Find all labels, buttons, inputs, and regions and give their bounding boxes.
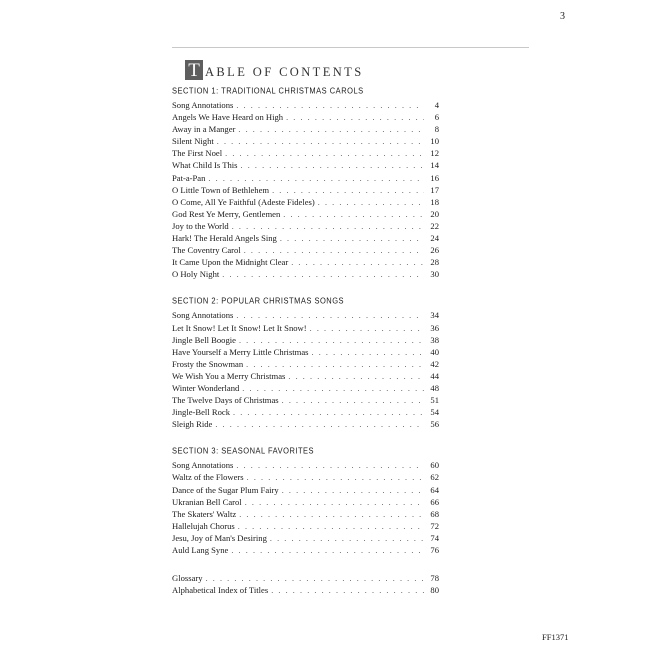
entry-page: 74 <box>430 532 439 543</box>
top-rule <box>172 47 529 48</box>
dot-leader <box>245 497 424 508</box>
entry-title: The First Noel <box>172 148 223 159</box>
toc-entry[interactable] <box>172 172 439 184</box>
entry-title: The Skaters' Waltz <box>172 508 237 519</box>
toc-entry[interactable] <box>172 471 439 483</box>
section-heading: SECTION 1: TRADITIONAL CHRISTMAS CAROLS <box>172 85 364 96</box>
toc-entry[interactable] <box>172 322 439 334</box>
dot-leader <box>232 221 424 232</box>
dot-leader <box>238 124 424 135</box>
toc-back-matter <box>172 572 439 596</box>
toc-entry[interactable] <box>172 147 439 159</box>
toc-entry[interactable] <box>172 184 439 196</box>
toc-entry[interactable] <box>172 220 439 232</box>
entry-page: 24 <box>430 233 439 244</box>
entry-title: Ukranian Bell Carol <box>172 496 242 507</box>
dot-leader <box>239 335 424 346</box>
entry-title: Angels We Have Heard on High <box>172 112 284 123</box>
entry-title: God Rest Ye Merry, Gentlemen <box>172 208 281 219</box>
entry-page: 34 <box>430 310 439 321</box>
toc-entry[interactable] <box>172 520 439 532</box>
dot-leader <box>222 269 424 280</box>
section-heading: SECTION 3: SEASONAL FAVORITES <box>172 445 315 457</box>
dot-leader <box>244 245 424 256</box>
dot-leader <box>236 100 424 111</box>
dot-leader <box>271 585 424 596</box>
dot-leader <box>318 197 424 208</box>
entry-page: 22 <box>430 220 439 231</box>
entry-title: Dance of the Sugar Plum Fairy <box>172 484 279 495</box>
toc-entry[interactable] <box>172 232 439 244</box>
entry-title: Let It Snow! Let It Snow! Let It Snow! <box>172 322 307 333</box>
toc-entry[interactable] <box>172 309 439 321</box>
dot-leader <box>272 185 424 196</box>
entry-title: O Come, All Ye Faithful (Adeste Fideles) <box>172 196 315 207</box>
entry-page: 40 <box>430 346 439 357</box>
dot-leader <box>225 148 424 159</box>
entry-page: 26 <box>430 245 439 256</box>
entry-title: Silent Night <box>172 136 214 147</box>
toc-entry[interactable] <box>172 244 439 256</box>
entry-page: 12 <box>430 148 439 159</box>
entry-page: 28 <box>430 257 439 268</box>
entry-title: O Holy Night <box>172 269 220 280</box>
dot-leader <box>310 323 424 334</box>
entry-page: 4 <box>434 100 439 110</box>
entry-page: 66 <box>430 496 439 507</box>
entry-title: What Child Is This <box>172 160 238 171</box>
dot-leader <box>238 521 424 532</box>
entry-title: The Twelve Days of Christmas <box>172 395 279 406</box>
entry-page: 80 <box>430 585 439 596</box>
toc-entry[interactable] <box>172 382 439 394</box>
toc-entry[interactable] <box>172 159 439 171</box>
entry-page: 72 <box>430 520 439 531</box>
entry-title: We Wish You a Merry Christmas <box>172 370 286 381</box>
dot-leader <box>217 136 424 147</box>
entry-page: 68 <box>430 508 439 519</box>
entry-page: 16 <box>430 172 439 183</box>
dot-leader <box>215 419 424 430</box>
toc-entry[interactable] <box>172 496 439 508</box>
toc-entry[interactable] <box>172 256 439 268</box>
entry-title: O Little Town of Bethlehem <box>172 184 270 195</box>
toc-entry[interactable] <box>172 394 439 406</box>
dot-leader <box>208 173 424 184</box>
entry-title: Hark! The Herald Angels Sing <box>172 233 277 244</box>
dot-leader <box>282 485 424 496</box>
table-of-contents <box>172 85 439 611</box>
entry-title: Frosty the Snowman <box>172 358 244 369</box>
title-initial-box: T <box>185 60 203 80</box>
entry-page: 76 <box>430 545 439 555</box>
entry-page: 51 <box>430 395 439 406</box>
toc-entry[interactable] <box>172 196 439 208</box>
entry-title: Waltz of the Flowers <box>172 472 244 483</box>
toc-entry[interactable] <box>172 508 439 520</box>
page-title <box>185 60 364 80</box>
entry-page: 20 <box>430 208 439 219</box>
entry-page: 60 <box>430 460 439 471</box>
entry-page: 17 <box>430 184 439 195</box>
dot-leader <box>247 472 424 483</box>
toc-entry[interactable] <box>172 208 439 220</box>
entry-page: 6 <box>434 112 439 123</box>
entry-title: Joy to the World <box>172 220 229 231</box>
dot-leader <box>312 347 424 358</box>
toc-entry[interactable] <box>172 406 439 418</box>
entry-title: Pat-a-Pan <box>172 172 206 183</box>
entry-page: 30 <box>430 269 439 280</box>
entry-page: 38 <box>430 334 439 345</box>
entry-list <box>172 309 439 430</box>
entry-title: Glossary <box>172 573 203 584</box>
entry-page: 8 <box>434 124 439 135</box>
entry-title: Winter Wonderland <box>172 382 240 393</box>
dot-leader <box>286 112 424 123</box>
entry-page: 44 <box>430 370 439 381</box>
entry-page: 78 <box>430 573 439 584</box>
dot-leader <box>206 573 424 584</box>
entry-page: 42 <box>430 358 439 369</box>
dot-leader <box>288 371 424 382</box>
toc-section-3 <box>172 445 439 556</box>
entry-page: 36 <box>430 322 439 333</box>
entry-page: 14 <box>430 160 439 171</box>
entry-list <box>172 99 439 280</box>
toc-entry[interactable] <box>172 358 439 370</box>
entry-title: The Coventry Carol <box>172 245 241 256</box>
toc-entry[interactable] <box>172 99 439 111</box>
toc-entry[interactable] <box>172 268 439 280</box>
catalog-code: FF1371 <box>542 632 569 642</box>
toc-entry[interactable] <box>172 111 439 123</box>
toc-entry[interactable] <box>172 135 439 147</box>
entry-page: 64 <box>430 484 439 495</box>
toc-entry[interactable] <box>172 584 439 596</box>
dot-leader <box>233 407 424 418</box>
entry-page: 48 <box>430 382 439 393</box>
entry-title: Jesu, Joy of Man's Desiring <box>172 532 267 543</box>
dot-leader <box>231 545 424 556</box>
toc-entry[interactable] <box>172 418 439 430</box>
entry-page: 56 <box>430 419 439 430</box>
section-heading: SECTION 2: POPULAR CHRISTMAS SONGS <box>172 295 345 307</box>
entry-page: 18 <box>430 196 439 207</box>
title-text: ABLE OF CONTENTS <box>205 65 364 79</box>
toc-entry[interactable] <box>172 544 439 556</box>
page-number: 3 <box>560 11 565 22</box>
dot-leader <box>283 209 424 220</box>
entry-title: Have Yourself a Merry Little Christmas <box>172 346 309 357</box>
toc-entry[interactable] <box>172 532 439 544</box>
toc-entry[interactable] <box>172 346 439 358</box>
dot-leader <box>246 359 424 370</box>
toc-section-1 <box>172 85 439 280</box>
entry-title: Jingle Bell Boogie <box>172 334 236 345</box>
dot-leader <box>270 533 424 544</box>
dot-leader <box>280 233 424 244</box>
entry-title: Song Annotations <box>172 100 234 110</box>
entry-title: Song Annotations <box>172 310 234 321</box>
entry-title: Auld Lang Syne <box>172 545 229 555</box>
toc-entry[interactable] <box>172 484 439 496</box>
dot-leader <box>242 383 424 394</box>
entry-title: Jingle-Bell Rock <box>172 407 230 418</box>
dot-leader <box>241 160 425 171</box>
entry-list <box>172 459 439 556</box>
toc-entry[interactable] <box>172 370 439 382</box>
dot-leader <box>239 509 424 520</box>
entry-title: Away in a Manger <box>172 124 236 135</box>
dot-leader <box>282 395 424 406</box>
entry-list <box>172 572 439 596</box>
toc-entry[interactable] <box>172 123 439 135</box>
entry-page: 54 <box>430 407 439 418</box>
dot-leader <box>236 460 424 471</box>
entry-title: Song Annotations <box>172 460 234 471</box>
entry-page: 10 <box>430 136 439 147</box>
toc-entry[interactable] <box>172 459 439 471</box>
entry-title: It Came Upon the Midnight Clear <box>172 257 289 268</box>
dot-leader <box>291 257 424 268</box>
toc-entry[interactable] <box>172 334 439 346</box>
entry-title: Alphabetical Index of Titles <box>172 585 269 596</box>
entry-title: Hallelujah Chorus <box>172 520 235 531</box>
toc-entry[interactable] <box>172 572 439 584</box>
entry-page: 62 <box>430 472 439 483</box>
dot-leader <box>236 310 424 321</box>
toc-section-2 <box>172 295 439 430</box>
entry-title: Sleigh Ride <box>172 419 213 430</box>
